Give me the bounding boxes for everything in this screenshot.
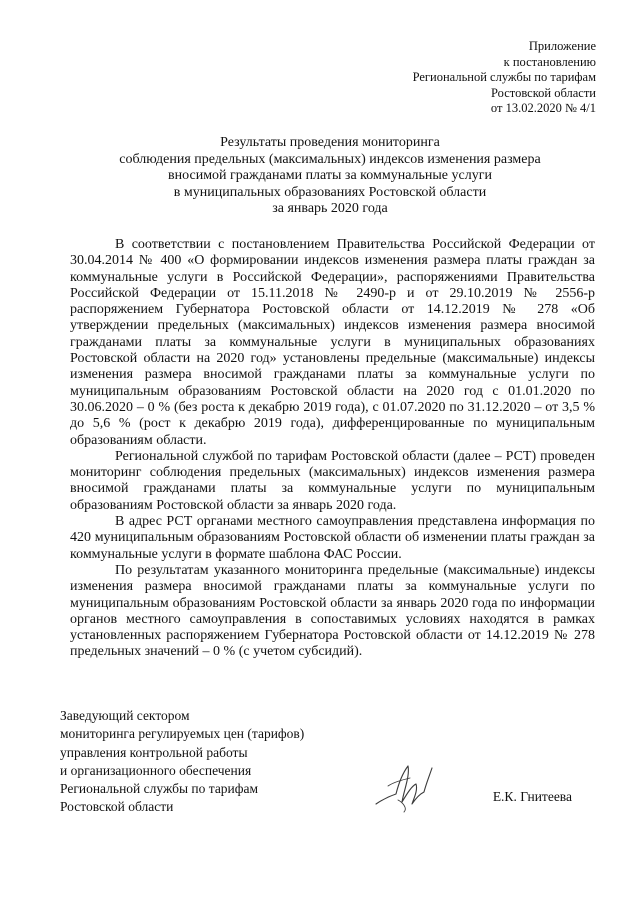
signatory-position: [60, 707, 304, 817]
title-line: за январь 2020 года: [272, 201, 388, 216]
title-line: в муниципальных образованиях Ростовской области: [173, 184, 487, 200]
position-line: и организационного обеспечения: [60, 762, 252, 778]
body-paragraph: В адрес РСТ органами местного самоуправления представлена информация по 420 муниципальным образованиям Ростовской области об изменении платы граждан за коммунальные услуги в формате шаблона ФАС России.: [70, 514, 595, 562]
title-line: соблюдения предельных (максимальных) индексов изменения размера: [119, 151, 541, 167]
appendix-header: [413, 39, 596, 117]
position-line: Ростовской области: [60, 799, 174, 815]
body-paragraph: По результатам указанного мониторинга предельные (максимальные) индексы изменения размера вносимой гражданами платы за коммунальные услуги по муниципальным образованиям Ростовской области за январь 2020 года по информации органов местного самоуправления в сопоставимых условиях находятся в рамках установленных распоряжением Губернатора Ростовской области от 14.12.2019 № 278 предельных значений – 0 % (с учетом субсидий).: [70, 562, 595, 660]
title-line: Результаты проведения мониторинга: [220, 135, 440, 150]
appendix-line: Ростовской области: [491, 85, 596, 100]
title-line: вносимой гражданами платы за коммунальные услуги: [168, 168, 492, 183]
position-line: мониторинга регулируемых цен (тарифов): [60, 726, 305, 742]
position-line: Региональной службы по тарифам: [60, 781, 259, 797]
document-body: [70, 237, 595, 661]
appendix-line: к постановлению: [503, 54, 596, 69]
signatory-name: Е.К. Гнитеева: [492, 789, 572, 804]
appendix-line: от 13.02.2020 № 4/1: [490, 101, 596, 115]
handwritten-signature: [368, 756, 438, 816]
position-line: управления контрольной работы: [60, 744, 248, 760]
position-line: Заведующий сектором: [60, 708, 190, 723]
appendix-line: Региональной службы по тарифам: [412, 70, 596, 84]
appendix-line: Приложение: [528, 39, 596, 53]
body-paragraph: Региональной службой по тарифам Ростовской области (далее – РСТ) проведен мониторинг соблюдения предельных (максимальных) индексов изменения размера вносимой гражданами платы за коммунальные услуги по муниципальным образованиям Ростовской области за январь 2020 года.: [70, 448, 595, 513]
document-title: [60, 135, 600, 218]
body-paragraph: В соответствии с постановлением Правительства Российской Федерации от 30.04.2014 № 400 «О формировании индексов изменения размера платы граждан за коммунальные услуги в Российской Федерации», распоряжениями Правительства Российской Федерации от 15.11.2018 № 2490-р и от 29.10.2019 № 2556-р распоряжением Губернатора Ростовской области от 14.12.2019 № 278 «Об утверждении предельных (максимальных) индексов изменения размера вносимой гражданами платы за коммунальные услуги в муниципальных образованиях Ростовской области на 2020 год» установлены предельные (максимальные) индексы изменения размера вносимой гражданами платы за коммунальные услуги по муниципальным образованиям Ростовской области на 2020 год с 01.01.2020 по 30.06.2020 – 0 % (без роста к декабрю 2019 года), с 01.07.2020 по 31.12.2020 – от 3,5 % до 5,6 % (рост к декабрю 2019 года), дифференцированные по муниципальным образованиям области.: [70, 237, 595, 448]
